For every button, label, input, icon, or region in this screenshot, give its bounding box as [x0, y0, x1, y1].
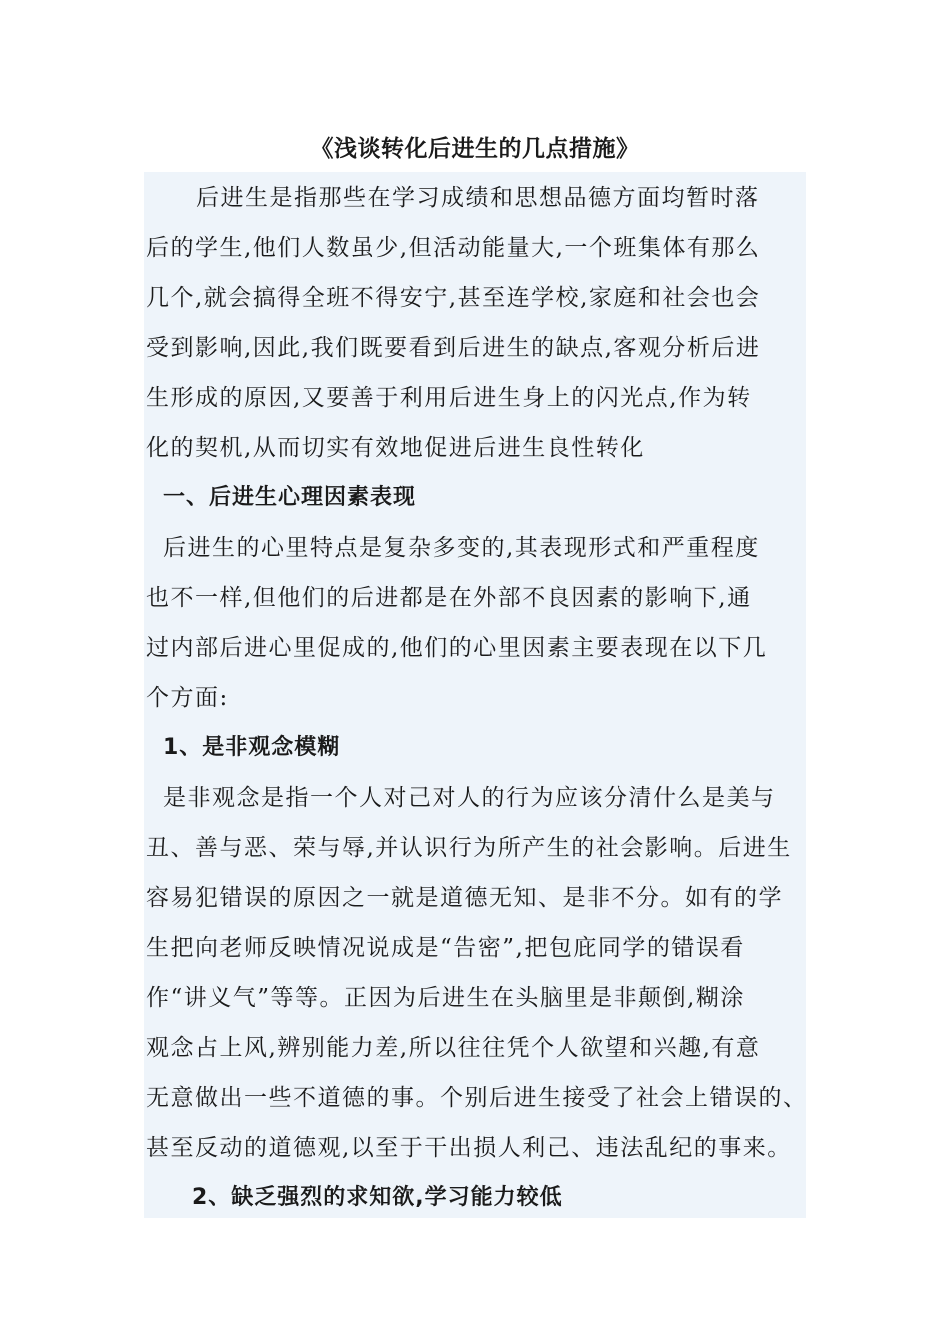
- subsection1-line-1: 是非观念是指一个人对己对人的行为应该分清什么是美与: [163, 785, 776, 811]
- subsection-heading-2: 2、缺乏强烈的求知欲,学习能力较低: [192, 1185, 563, 1210]
- document-title: 《浅谈转化后进生的几点措施》: [310, 136, 640, 162]
- intro-line-6: 化的契机,从而切实有效地促进后进生良性转化: [146, 435, 645, 461]
- section1-line-1: 后进生的心里特点是复杂多变的,其表现形式和严重程度: [163, 535, 760, 561]
- subsection1-line-4: 生把向老师反映情况说成是“告密”,把包庇同学的错误看: [146, 935, 745, 961]
- subsection1-line-5: 作“讲义气”等等。正因为后进生在头脑里是非颠倒,糊涂: [146, 985, 745, 1011]
- intro-line-5: 生形成的原因,又要善于利用后进生身上的闪光点,作为转: [146, 385, 752, 411]
- intro-line-2: 后的学生,他们人数虽少,但活动能量大,一个班集体有那么: [146, 235, 761, 261]
- intro-line-3: 几个,就会搞得全班不得安宁,甚至连学校,家庭和社会也会: [146, 285, 761, 311]
- subsection1-line-3: 容易犯错误的原因之一就是道德无知、是非不分。如有的学: [146, 885, 783, 911]
- intro-line-4: 受到影响,因此,我们既要看到后进生的缺点,客观分析后进: [146, 335, 761, 361]
- subsection1-line-2: 丑、善与恶、荣与辱,并认识行为所产生的社会影响。后进生: [146, 835, 792, 861]
- section-heading: 一、后进生心理因素表现: [163, 485, 417, 510]
- subsection1-line-8: 甚至反动的道德观,以至于干出损人利己、违法乱纪的事来。: [146, 1135, 792, 1161]
- subsection1-line-6: 观念占上风,辨别能力差,所以往往凭个人欲望和兴趣,有意: [146, 1035, 761, 1061]
- intro-line-1: 后进生是指那些在学习成绩和思想品德方面均暂时落: [196, 185, 760, 211]
- section1-line-3: 过内部后进心里促成的,他们的心里因素主要表现在以下几: [146, 635, 768, 661]
- section1-line-4: 个方面:: [146, 685, 229, 711]
- subsection1-line-7: 无意做出一些不道德的事。个别后进生接受了社会上错误的、: [146, 1085, 808, 1111]
- subsection-heading: 1、是非观念模糊: [163, 735, 341, 760]
- section1-line-2: 也不一样,但他们的后进都是在外部不良因素的影响下,通: [146, 585, 752, 611]
